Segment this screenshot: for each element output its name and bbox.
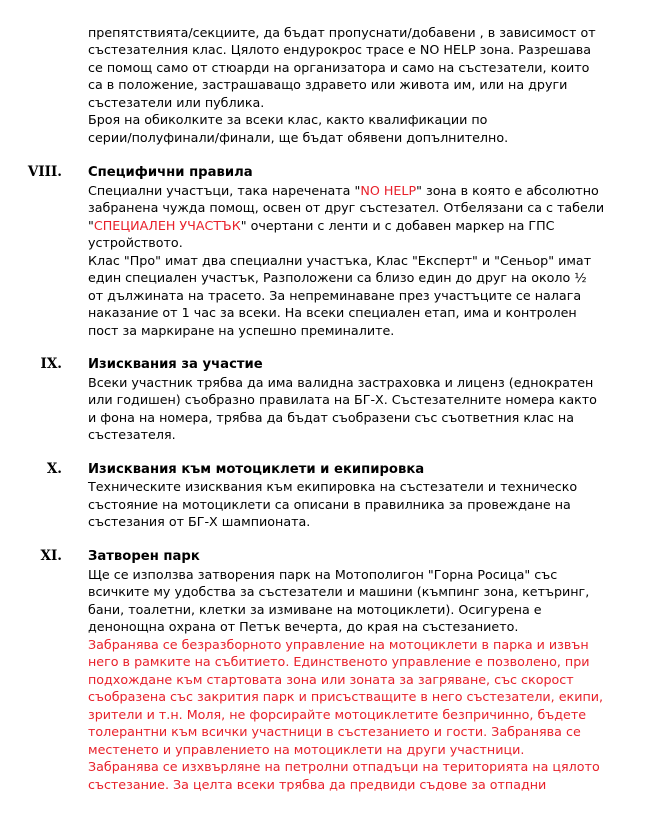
red-section-line: състезание. За целта всеки трябва да предвиди съдове за отпадни bbox=[88, 777, 547, 792]
section-line bbox=[88, 182, 599, 199]
section-title: Затворен парк bbox=[88, 549, 200, 564]
section-line: наказание от 1 час за всеки. На всеки специален етап, има и контролен bbox=[88, 305, 577, 320]
red-section-line: толерантни към всички участници в състезанието и гости. Забранява се bbox=[88, 724, 581, 739]
section-line bbox=[88, 217, 555, 234]
section-line: Ще се използва затворения парк на Мотополигон "Горна Росица" със bbox=[88, 567, 558, 582]
red-section-line: подхождане към стартовата зона или зоната за загряване, със скорост bbox=[88, 672, 574, 687]
red-section-line: него в рамките на събитието. Единственото управление е позволено, при bbox=[88, 654, 590, 669]
section-line: Всеки участник трябва да има валидна застраховка и лиценз (еднократен bbox=[88, 375, 594, 390]
red-text-span: СПЕЦИАЛЕН УЧАСТЪК bbox=[93, 218, 241, 233]
intro-line: състезатели или публика. bbox=[88, 95, 265, 110]
intro-line: са в положение, застрашаващо здравето или живота им, или на други bbox=[88, 77, 568, 92]
section-line: Техническите изисквания към екипировка на състезатели и техническо bbox=[88, 479, 578, 494]
intro-line: препятствията/секциите, да бъдат пропуснати/добавени , в зависимост от bbox=[88, 25, 596, 40]
red-section-line: Забранява се безразборното управление на мотоциклети в парка и извън bbox=[88, 637, 589, 652]
section-number: VIII. bbox=[27, 164, 62, 180]
section-line: състезателя. bbox=[88, 427, 176, 442]
section-line: денонощна охрана от Петък вечерта, до края на състезанието. bbox=[88, 619, 519, 634]
intro-line: състезателния клас. Цялото ендурокрос трасе е NO HELP зона. Разрешава bbox=[88, 42, 591, 57]
section-line: пост за маркиране на успешно преминалите. bbox=[88, 323, 395, 338]
section-line: устройството. bbox=[88, 235, 183, 250]
intro-line: се помощ само от стюарди на организатора и само на състезатели, които bbox=[88, 60, 590, 75]
red-section-line: съобразена със закрития парк и присъстващите в него състезатели, екипи, bbox=[88, 689, 604, 704]
section-line: бани, тоалетни, клетки за измиване на мотоциклети). Осигурена е bbox=[88, 602, 542, 617]
section-line: състезания от БГ-Х шампионата. bbox=[88, 514, 311, 529]
section-line: и фона на номера, трябва да бъдат съобразени със съответния клас на bbox=[88, 410, 574, 425]
text-span: " очертани с ленти и с добавен маркер на ГПС bbox=[240, 218, 555, 233]
red-section-line: Забранява се изхвърляне на петролни отпадъци на територията на цялото bbox=[88, 759, 600, 774]
intro-line: Броя на обиколките за всеки клас, както квалификации по bbox=[88, 112, 488, 127]
red-text-span: NO HELP bbox=[360, 183, 417, 198]
section-title: Изисквания към мотоциклети и екипировка bbox=[88, 462, 425, 477]
section-line: от дължината на трасето. За непреминаване през участъците се налага bbox=[88, 288, 582, 303]
section-line: забранена чужда помощ, освен от друг състезател. Отбелязани са с табели bbox=[88, 200, 605, 215]
section-number: XI. bbox=[40, 548, 62, 564]
intro-line: серии/полуфинали/финали, ще бъдат обявени допълнително. bbox=[88, 130, 509, 145]
section-line: или годишен) съобразно правилата на БГ-Х. Състезателните номера както bbox=[88, 392, 597, 407]
text-span: Специални участъци, така наречената " bbox=[88, 183, 361, 198]
section-title: Специфични правила bbox=[88, 165, 253, 180]
section-line: състояние на мотоциклети са описани в правилника за провеждане на bbox=[88, 497, 571, 512]
section-line: Клас "Про" имат два специални участъка, Клас "Експерт" и "Сеньор" имат bbox=[88, 253, 592, 268]
red-section-line: местенето и управлението на мотоциклети на други участници. bbox=[88, 742, 525, 757]
red-section-line: зрители и т.н. Моля, не форсирайте мотоциклетите безпричинно, бъдете bbox=[88, 707, 587, 722]
section-line: всичките му удобства за състезатели и машини (къмпинг зона, кетъринг, bbox=[88, 584, 590, 599]
section-title: Изисквания за участие bbox=[88, 357, 263, 372]
section-number: IX. bbox=[40, 356, 62, 372]
section-number: X. bbox=[46, 461, 62, 477]
text-span: " bbox=[88, 218, 94, 233]
section-line: един специален участък, Разположени са близо един до друг на около ½ bbox=[88, 270, 587, 285]
text-span: " зона в която е абсолютно bbox=[416, 183, 599, 198]
